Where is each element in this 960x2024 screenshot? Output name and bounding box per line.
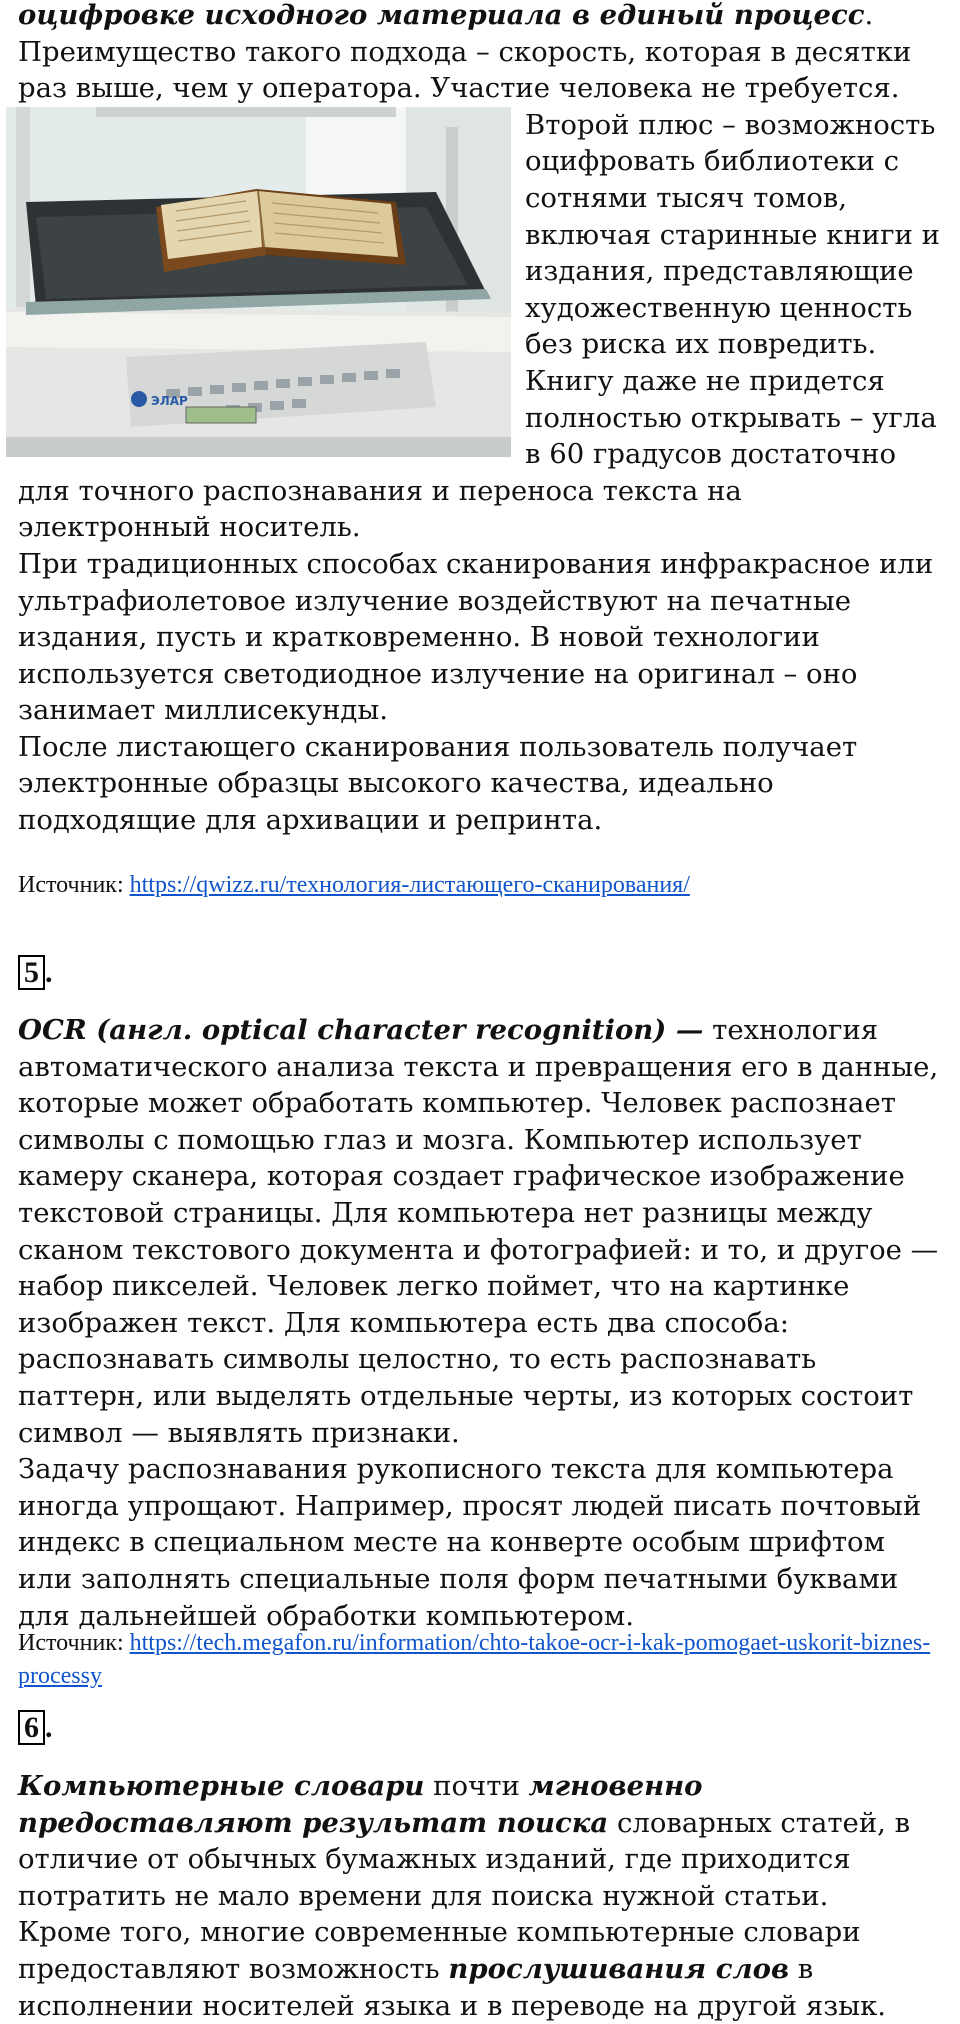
section4-source-link[interactable]: https://qwizz.ru/технология-листающего-сканирования/ xyxy=(129,872,690,898)
section5-source-link[interactable]: https://tech.megafon.ru/information/chto-takoe-ocr-i-kak-pomogaet-uskorit-biznes-processy xyxy=(18,1630,931,1689)
section5-source: Источник: https://tech.megafon.ru/information/chto-takoe-ocr-i-kak-pomogaet-uskorit-biznes-processy xyxy=(18,1630,931,1689)
listening-paragraph: Кроме того, многие современные компьютерные словари предоставляют возможность прослушивания слов в исполнении носителей языка и в переводе на другой язык. xyxy=(18,1916,887,2022)
section6-number: 6 . xyxy=(18,1710,53,1745)
traditional-paragraph: При традиционных способах сканирования инфракрасное или ультрафиолетовое излучение воздействуют на печатные издания, пусть и кратковременно. В новой технологии используется светодиодное излучение на оригинал – оно занимает миллисекунды. xyxy=(18,547,934,727)
section5-text xyxy=(18,1012,943,1634)
advantage-paragraph: Преимущество такого подхода – скорость, которая в десятки раз выше, чем у оператора. Участие человека не требуется. xyxy=(18,35,912,105)
dictionaries-paragraph: Компьютерные словари почти мгновенно предоставляют результат поиска словарных статей, в отличие от обычных бумажных изданий, где приходится потратить не мало времени для поиска нужной статьи. xyxy=(18,1770,911,1912)
section6-text xyxy=(18,1768,943,2024)
book-scanner-illustration xyxy=(6,107,511,457)
intro-line: оцифровке исходного материала в единый процесс. xyxy=(18,0,874,31)
after-paragraph: После листающего сканирования пользователь получает электронные образцы высокого качества, идеально подходящие для архивации и репринта. xyxy=(18,730,858,837)
section5-number: 5 . xyxy=(18,955,53,990)
book-scanner-photo xyxy=(6,107,511,457)
handwriting-paragraph: Задачу распознавания рукописного текста для компьютера иногда упрощают. Например, просят людей писать почтовый индекс в специальном месте на конверте особым шрифтом или заполнять специальные поля форм печатными буквами для дальнейшей обработки компьютером. xyxy=(18,1453,922,1632)
scanner-logo: ЭЛАР xyxy=(151,393,188,408)
ocr-definition-paragraph: OCR (англ. optical character recognition) — технология автоматического анализа текста и превращения его в данные, которые может обработать компьютер. Человек распознает символы с помощью глаз и мозга. Компьютер использует камеру сканера, которая создает графическое изображение текстовой страницы. Для компьютера нет разницы между сканом текстового документа и фотографией: и то, и другое — набор пикселей. Человек легко поймет, что на картинке изображен текст. Для компьютера есть два способа: распознавать символы целостно, то есть распознавать паттерн, или выделять отдельные черты, из которых состоит символ — выявлять признаки. xyxy=(18,1014,939,1449)
section4-source: Источник: https://qwizz.ru/технология-листающего-сканирования/ xyxy=(18,872,690,898)
section4-text xyxy=(18,0,943,839)
second-plus-paragraph: Второй плюс – возможность оцифровать библиотеки с сотнями тысяч томов, включая старинные книги и издания, представляющие художественную ценность без риска их повредить. Книгу даже не придется полностью открывать – угла в 60 градусов достаточно для точного распознавания и переноса текста на электронный носитель. xyxy=(18,108,940,544)
